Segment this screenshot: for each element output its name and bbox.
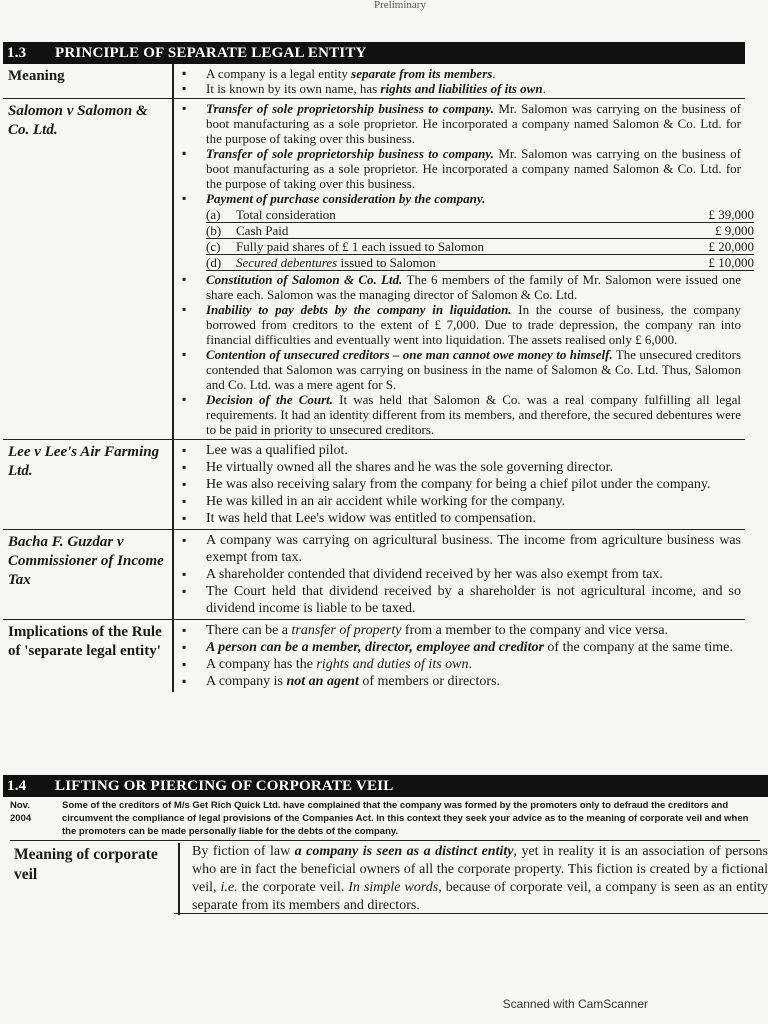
payment-row: (b) Cash Paid £ 9,000 bbox=[206, 223, 754, 238]
list-item: ▪ Decision of the Court. It was held that Salomon & Co. was a real company fulfilling all legal requirements. It had an identity different from its members, and therefore, the secured debentures were to be paid in priority to unsecured creditors. bbox=[182, 392, 741, 437]
row-label: Bacha F. Guzdar v Commissioner of Income Tax bbox=[3, 530, 173, 620]
lee-points bbox=[174, 440, 745, 529]
lee-row bbox=[3, 440, 745, 530]
payment-row: (c) Fully paid shares of £ 1 each issued to Salomon £ 20,000 bbox=[206, 239, 754, 254]
row-label: Meaning bbox=[3, 64, 173, 99]
section-header bbox=[3, 775, 768, 797]
veil-row bbox=[10, 843, 768, 915]
veil-text: By fiction of law a company is seen as a distinct entity, yet in reality it is an association of persons who are in fact the beneficial owners of all the corporate property. This fiction is created by a fictional veil, i.e. the corporate veil. In simple words, because of corporate veil, a company is seen as an entity separate from its members and directors. bbox=[192, 844, 768, 913]
list-item: ▪ A person can be a member, director, employee and creditor of the company at the same time. bbox=[182, 639, 741, 656]
list-item: ▪ Payment of purchase consideration by the company. (a) Total consideration £ 39,000 (b) Cash Paid £ 9,000 (c) Fully paid shares of £ 1 each issued to Salomon £ 20,000 (d) Secured debentures issued to Salomon £ 10,000 bbox=[182, 191, 741, 271]
row-label: Implications of the Rule of 'separate legal entity' bbox=[3, 620, 173, 693]
payment-row: (d) Secured debentures issued to Salomon £ 10,000 bbox=[206, 255, 754, 270]
divider bbox=[174, 913, 768, 914]
section-header bbox=[3, 42, 745, 64]
bacha-row bbox=[3, 530, 745, 620]
list-item: ▪ It is known by its own name, has rights and liabilities of its own. bbox=[182, 81, 741, 96]
implications-points bbox=[174, 620, 745, 692]
list-item: ▪ A shareholder contended that dividend received by her was also exempt from tax. bbox=[182, 566, 741, 583]
list-item: ▪ A company is a legal entity separate from its members. bbox=[182, 66, 741, 81]
principle-table bbox=[3, 64, 754, 692]
exam-question bbox=[10, 799, 758, 839]
scanner-watermark: Scanned with CamScanner bbox=[502, 997, 648, 1011]
list-item: ▪ Lee was a qualified pilot. bbox=[182, 442, 741, 459]
exam-question-text: Some of the creditors of M/s Get Rich Quick Ltd. have complained that the company was formed by the promoters only to defraud the creditors and circumvent the compliance of legal provisions of the Companies Act. In this context they seek your advice as to the meaning of corporate veil and when the promoters can be made personally liable for the debts of the company. bbox=[62, 800, 749, 837]
row-label: Lee v Lee's Air Farming Ltd. bbox=[3, 440, 173, 530]
list-item: ▪ He was also receiving salary from the company for being a chief pilot under the company. bbox=[182, 476, 741, 493]
row-label: Salomon v Salomon & Co. Ltd. bbox=[3, 99, 173, 440]
exam-date: Nov. 2004 bbox=[10, 800, 32, 824]
bacha-points bbox=[174, 530, 745, 619]
section-title: PRINCIPLE OF SEPARATE LEGAL ENTITY bbox=[55, 44, 367, 61]
list-item: ▪ Inability to pay debts by the company in liquidation. In the course of business, the company borrowed from creditors to the extent of £ 7,000. Due to trade depression, the company ran into financial difficulties and eventually went into liquidation. The assets realised only £ 6,000. bbox=[182, 302, 741, 347]
list-item: ▪ Contention of unsecured creditors – one man cannot owe money to himself. The unsecured creditors contended that Salomon was carrying on business in the name of Salomon & Co. Ltd. Thus, Salomon and Co. Ltd. was a mere agent for S. bbox=[182, 347, 741, 392]
salomon-row bbox=[3, 99, 745, 440]
list-item: ▪ It was held that Lee's widow was entitled to compensation. bbox=[182, 510, 741, 527]
list-item: ▪ A company was carrying on agricultural business. The income from agriculture business was exempt from tax. bbox=[182, 532, 741, 566]
meaning-row bbox=[3, 64, 745, 99]
row-label: Meaning of corporate veil bbox=[10, 843, 179, 915]
list-item: ▪ Transfer of sole proprietorship business to company. Mr. Salomon was carrying on the business of boot manufacturing as a sole proprietor. He incorporated a company named Salomon & Co. Ltd. for the purpose of taking over this business. bbox=[182, 146, 741, 191]
list-item: ▪ A company has the rights and duties of its own. bbox=[182, 656, 741, 673]
list-item: ▪ There can be a transfer of property from a member to the company and vice versa. bbox=[182, 622, 741, 639]
meaning-points bbox=[174, 64, 745, 98]
list-item: ▪ Constitution of Salomon & Co. Ltd. The 6 members of the family of Mr. Salomon were issued one share each. Salomon was the managing director of Salomon & Co. Ltd. bbox=[182, 272, 741, 302]
payment-row: (a) Total consideration £ 39,000 bbox=[206, 207, 754, 222]
salomon-points bbox=[174, 99, 754, 439]
section-title: LIFTING OR PIERCING OF CORPORATE VEIL bbox=[55, 777, 394, 794]
list-item: ▪ The Court held that dividend received by a shareholder is not agricultural income, and so dividend income is liable to be taxed. bbox=[182, 583, 741, 617]
section-number: 1.3 bbox=[7, 44, 27, 61]
payment-table bbox=[206, 207, 754, 271]
list-item: ▪ A company is not an agent of members or directors. bbox=[182, 673, 741, 690]
list-item: ▪ He virtually owned all the shares and he was the sole governing director. bbox=[182, 459, 741, 476]
list-item: ▪ He was killed in an air accident while working for the company. bbox=[182, 493, 741, 510]
divider bbox=[10, 840, 760, 841]
list-item: ▪ Transfer of sole proprietorship business to company. Mr. Salomon was carrying on the business of boot manufacturing as a sole proprietor. He incorporated a company named Salomon & Co. Ltd. for the purpose of taking over this business. bbox=[182, 101, 741, 146]
running-head: Preliminary bbox=[374, 0, 426, 11]
section-number: 1.4 bbox=[7, 777, 27, 794]
veil-table bbox=[10, 843, 768, 915]
implications-row bbox=[3, 620, 745, 693]
